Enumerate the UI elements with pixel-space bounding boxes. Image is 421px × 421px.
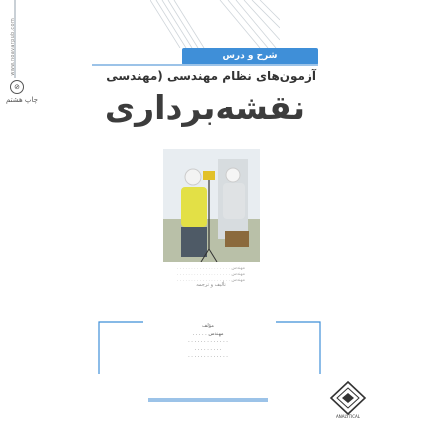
authors-list [148,323,268,361]
seal-caption: ANALYTICAL [336,414,360,419]
book-title: نقشه‌برداری [104,88,306,127]
author-block-line: مهندس . . . . . . . . . . . . . . . . . . . [176,272,246,277]
author-line: . . . . . . . . . . . . . [188,338,228,344]
banner: شرح و درس [182,48,318,65]
frame-bracket-left [95,318,145,378]
cover-photo [163,149,260,262]
banner-underline [92,64,318,66]
author-block-line: مهندس . . . . . . . . . . . . . . . . . . . [176,278,246,283]
decorative-lines [150,0,280,48]
publisher-url: www.noavarpub.com [10,18,16,76]
author-block-line: مهندس . . . . . . . . . . . . . . . . . . . [176,266,246,271]
publisher-logo-icon: ⊘ [10,80,24,94]
bottom-accent-bar [148,398,268,402]
subtitle: آزمون‌های نظام مهندسی (مهندسی [106,69,316,83]
author-line: . . . . . . . . . [194,345,222,352]
author-line: مؤلف [202,323,214,329]
translator-label: تألیف و ترجمه [196,282,226,288]
author-line: مهندس . . . . . [192,330,224,337]
edition-label: چاپ هشتم [6,96,38,104]
author-line: . . . . . . . . . . . . . [188,353,228,359]
frame-bracket-right [274,318,324,378]
